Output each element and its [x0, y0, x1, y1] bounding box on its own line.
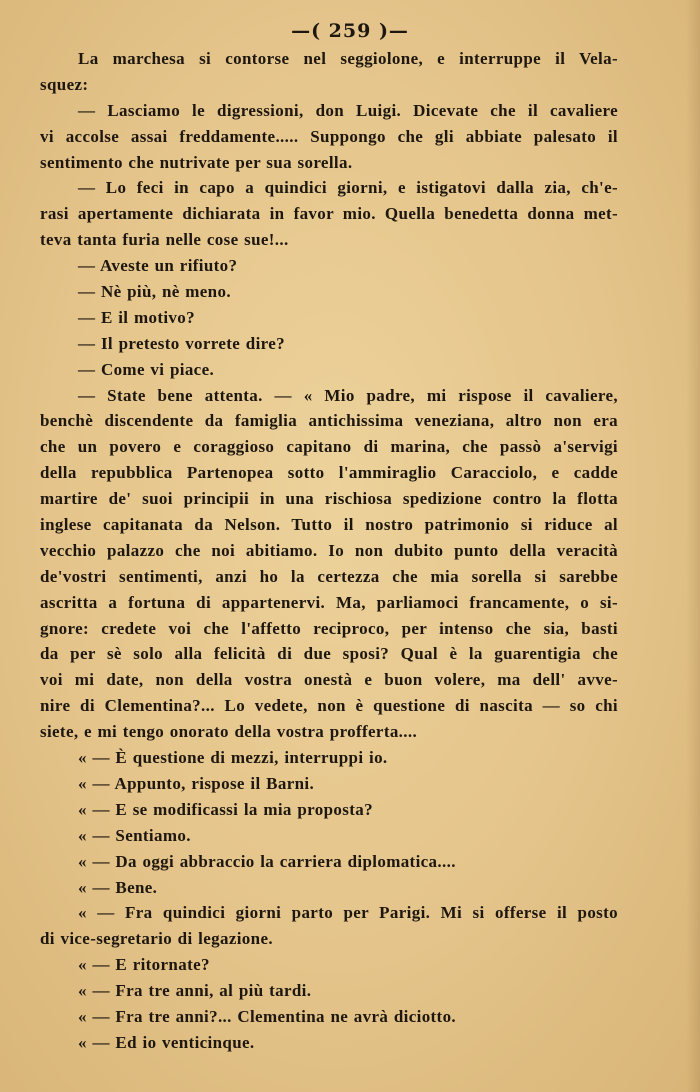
text-line: « — E ritornate?: [78, 955, 210, 975]
text-line: vi accolse assai freddamente..... Suppongo che gli abbiate palesato il: [40, 126, 618, 146]
text-line: vecchio palazzo che noi abitiamo. Io non dubito punto della veracità: [40, 540, 618, 560]
text-line: — E il motivo?: [78, 307, 195, 327]
text-line: — State bene attenta. — « Mio padre, mi rispose il cavaliere,: [78, 385, 618, 405]
text-line: « — Fra tre anni, al più tardi.: [78, 981, 312, 1001]
text-line: — Come vi piace.: [78, 359, 215, 379]
text-line: benchè discendente da famiglia antichissima veneziana, altro non era: [40, 411, 618, 431]
text-line: « — Ed io venticinque.: [78, 1032, 255, 1052]
text-line: « — Sentiamo.: [78, 825, 191, 845]
text-line: — Lasciamo le digressioni, don Luigi. Dicevate che il cavaliere: [78, 100, 618, 120]
text-line: — Nè più, nè meno.: [78, 282, 231, 302]
text-line: « — Fra quindici giorni parto per Parigi. Mi si offerse il posto: [78, 903, 618, 923]
text-line: « — È questione di mezzi, interruppi io.: [78, 748, 388, 768]
text-line: gnore: credete voi che l'affetto reciproco, per intenso che sia, basti: [40, 618, 618, 638]
page-edge-shadow: [686, 0, 700, 1092]
text-line: teva tanta furia nelle cose sue!...: [40, 230, 289, 250]
text-line: rasi apertamente dichiarata in favor mio. Quella benedetta donna met-: [40, 204, 618, 224]
text-line: squez:: [40, 74, 89, 94]
text-line: ascritta a fortuna di appartenervi. Ma, parliamoci francamente, o si-: [40, 592, 618, 612]
body-text: [40, 46, 618, 1056]
text-line: siete, e mi tengo onorato della vostra profferta....: [40, 722, 418, 742]
text-line: sentimento che nutrivate per sua sorella.: [40, 152, 353, 172]
text-line: « — Appunto, rispose il Barni.: [78, 773, 315, 793]
text-line: « — Bene.: [78, 877, 158, 897]
text-line: nire di Clementina?... Lo vedete, non è questione di nascita — so chi: [40, 696, 618, 716]
text-line: che un povero e coraggioso capitano di marina, che passò a'servigi: [40, 437, 618, 457]
text-line: de'vostri sentimenti, anzi ho la certezza che mia sorella si sarebbe: [40, 566, 618, 586]
text-line: della repubblica Partenopea sotto l'ammiraglio Caracciolo, e cadde: [40, 463, 618, 483]
text-line: inglese capitanata da Nelson. Tutto il nostro patrimonio si riduce al: [40, 515, 618, 535]
text-line: « — E se modificassi la mia proposta?: [78, 799, 373, 819]
text-line: di vice-segretario di legazione.: [40, 929, 273, 949]
text-line: — Il pretesto vorrete dire?: [78, 333, 286, 353]
text-line: « — Fra tre anni?... Clementina ne avrà diciotto.: [78, 1006, 457, 1026]
page-number: —( 259 )—: [291, 20, 409, 42]
text-line: da per sè solo alla felicità di due sposi? Qual è la guarentigia che: [40, 644, 618, 664]
text-line: « — Da oggi abbraccio la carriera diplomatica....: [78, 851, 456, 871]
text-line: martire de' suoi principii in una rischiosa spedizione contro la flotta: [40, 489, 618, 509]
text-line: — Lo feci in capo a quindici giorni, e istigatovi dalla zia, ch'e-: [78, 178, 618, 198]
text-line: voi mi date, non della vostra onestà e buon volere, ma dell' avve-: [40, 670, 618, 690]
text-line: — Aveste un rifiuto?: [78, 256, 238, 276]
text-line: La marchesa si contorse nel seggiolone, e interruppe il Vela-: [78, 49, 618, 68]
